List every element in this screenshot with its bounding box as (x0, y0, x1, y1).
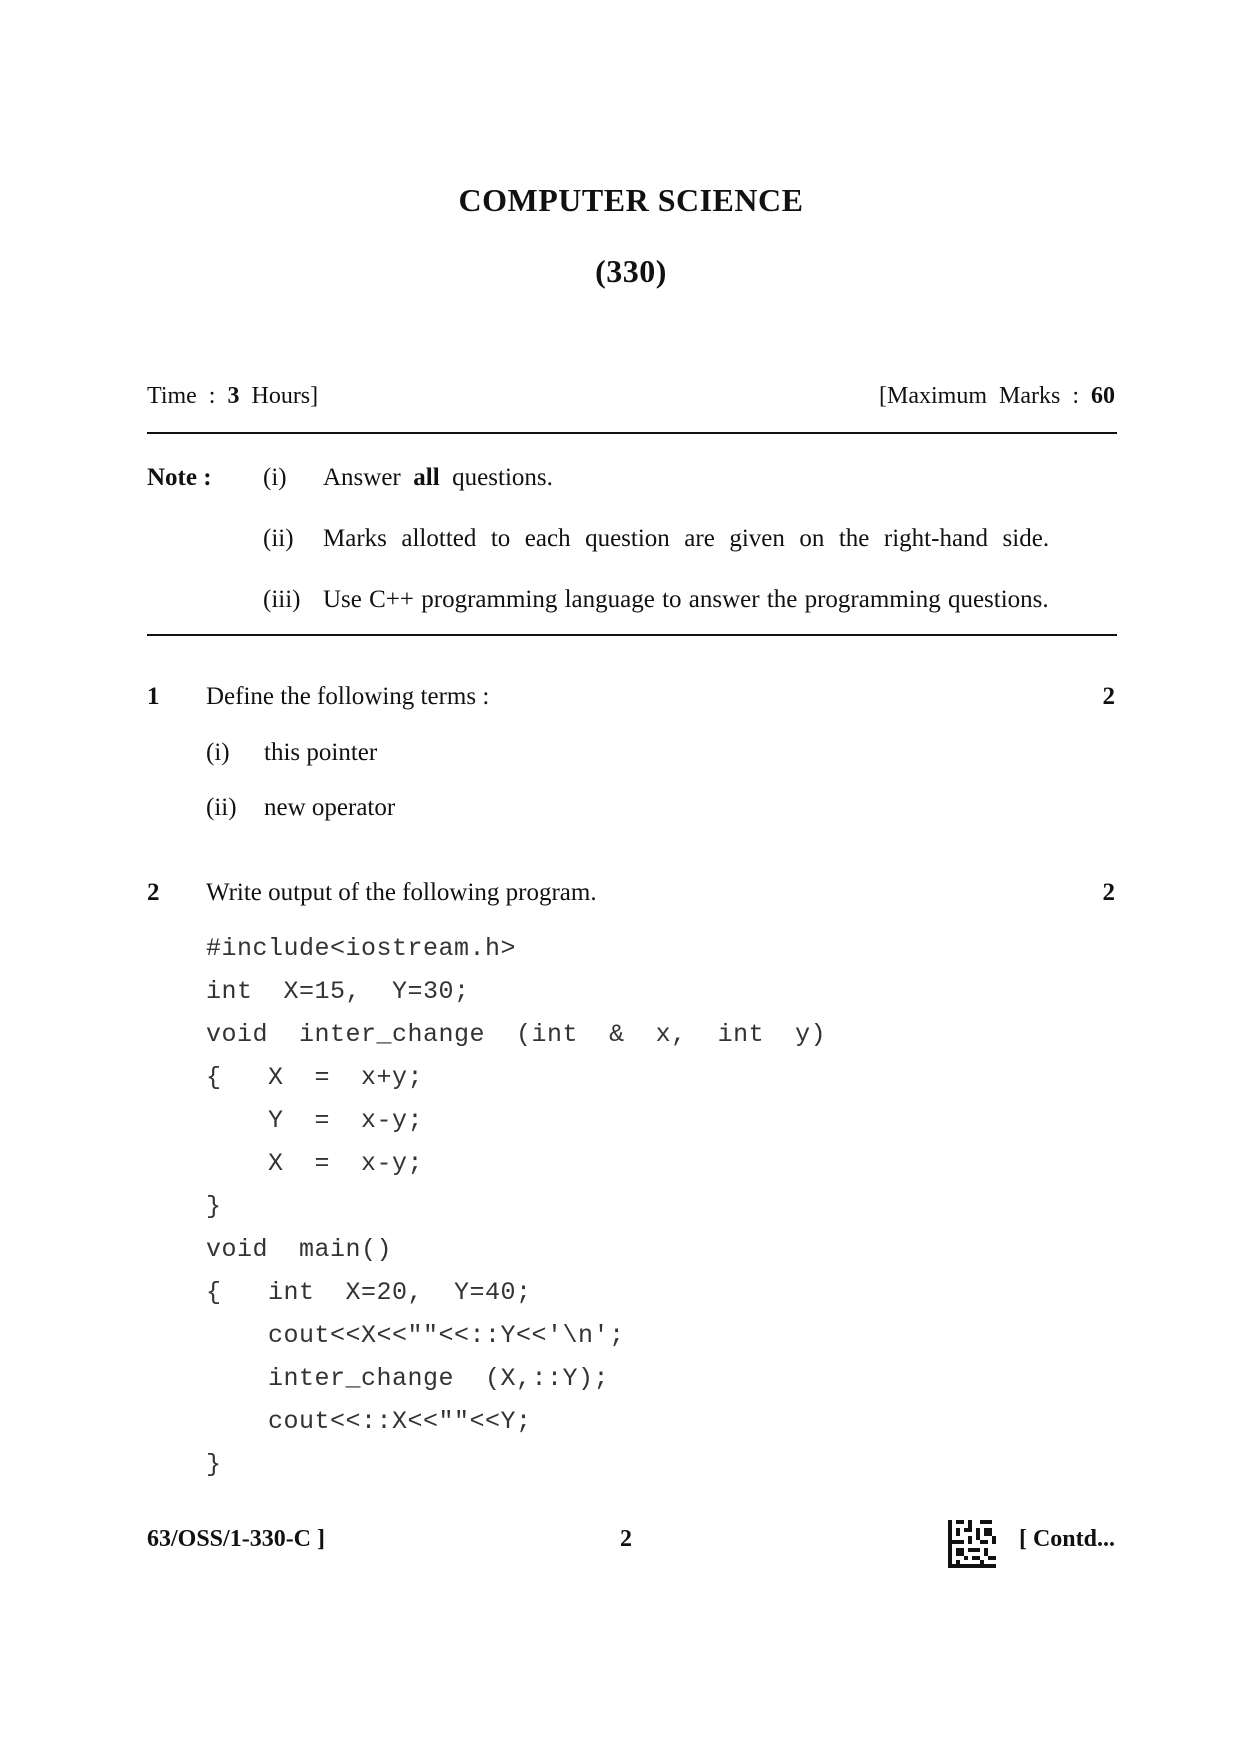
code-line: } (206, 1450, 222, 1479)
code-line: { int X=20, Y=40; (206, 1278, 532, 1307)
question-number: 2 (147, 879, 160, 906)
part-number: (ii) (206, 794, 237, 821)
note-number: (i) (263, 464, 287, 491)
bottom-divider (147, 634, 1117, 636)
note-text: Marks allotted to each question are given on the right-hand side. (323, 525, 1050, 552)
paper-code: 63/OSS/1-330-C ] (147, 1526, 326, 1552)
question-text: Write output of the following program. (206, 879, 597, 906)
code-line: } (206, 1192, 222, 1221)
note-text: Use C++ programming language to answer the programming questions. (323, 586, 1049, 613)
page-title: COMPUTER SCIENCE (458, 182, 804, 218)
maximum-marks: [Maximum Marks : 60 (879, 383, 1115, 409)
note-number: (iii) (263, 586, 301, 613)
question-text: Define the following terms : (206, 683, 490, 710)
question-marks: 2 (1102, 879, 1115, 906)
code-line: void main() (206, 1235, 393, 1264)
code-line: inter_change (X,::Y); (206, 1364, 610, 1393)
question-number: 1 (147, 683, 160, 710)
top-divider (147, 432, 1117, 434)
part-number: (i) (206, 739, 230, 766)
code-line: X = x-y; (206, 1149, 424, 1178)
code-line: { X = x+y; (206, 1063, 424, 1092)
code-line: Y = x-y; (206, 1106, 424, 1135)
code-line: void inter_change (int & x, int y) (206, 1020, 827, 1049)
part-text: new operator (264, 794, 396, 821)
part-text: this pointer (264, 739, 378, 766)
note-text: Answer all questions. (323, 464, 553, 491)
code-line: cout<<::X<<""<<Y; (206, 1407, 532, 1436)
question-marks: 2 (1102, 683, 1115, 710)
continued-marker: [ Contd... (1018, 1526, 1115, 1552)
code-line: cout<<X<<""<<::Y<<'\n'; (206, 1321, 625, 1350)
qr-code-icon (948, 1520, 996, 1568)
subject-code: (330) (595, 253, 667, 289)
note-label: Note : (147, 464, 212, 491)
code-line: #include<iostream.h> (206, 934, 517, 963)
time-allowed: Time : 3 Hours] (147, 383, 319, 409)
page-number: 2 (620, 1526, 632, 1552)
code-line: int X=15, Y=30; (206, 977, 470, 1006)
note-number: (ii) (263, 525, 294, 552)
